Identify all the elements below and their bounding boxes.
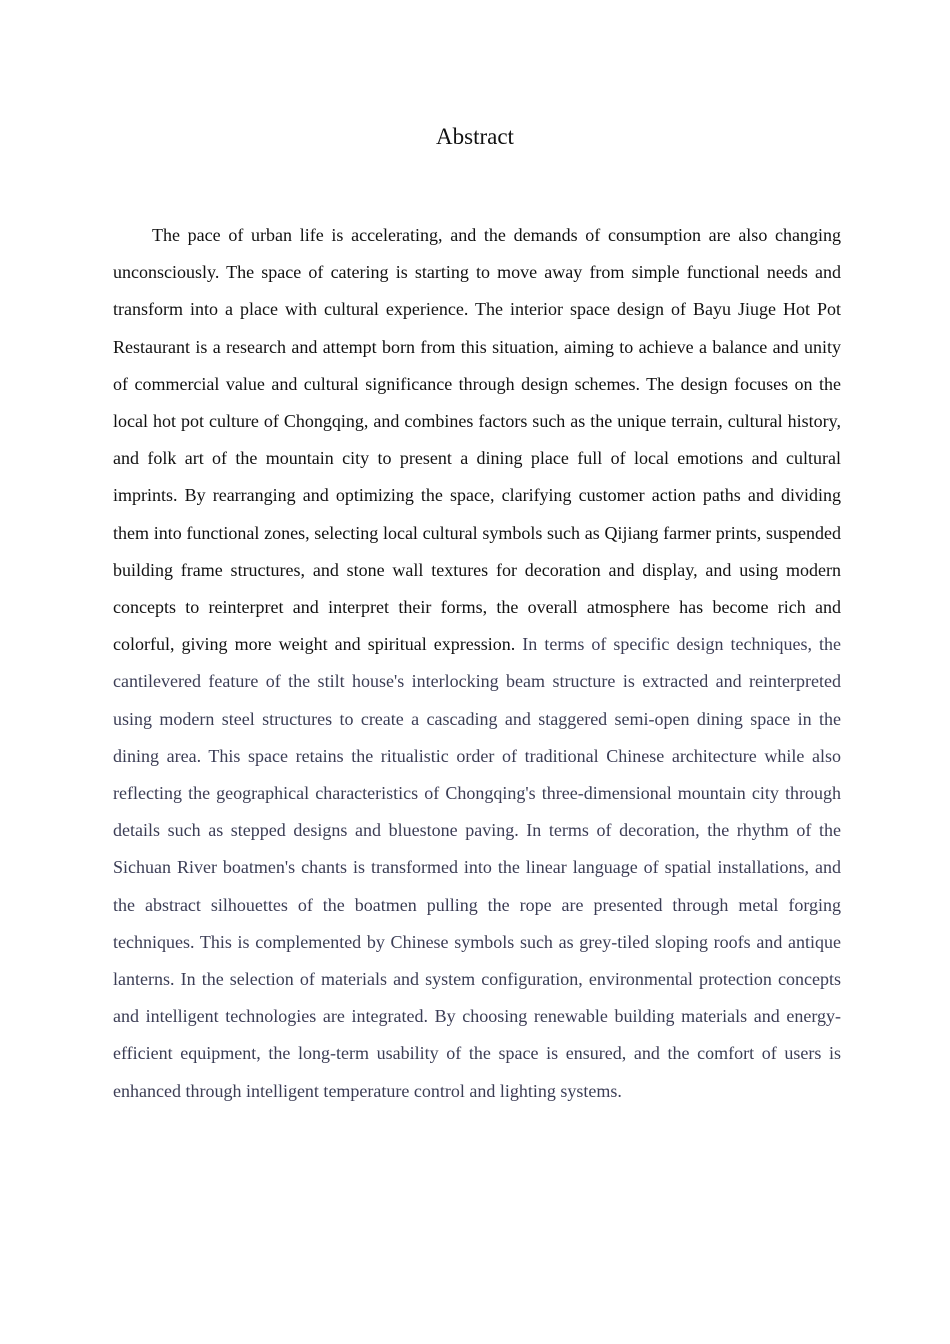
- page-title: Abstract: [436, 124, 514, 149]
- abstract-text-part-1: The pace of urban life is accelerating, and the demands of consumption are also changing unconsciously. The space of catering is starting to move away from simple functional needs and transform into a place with cultural experience. The interior space design of Bayu Jiuge Hot Pot Restaurant is a research and attempt born from this situation, aiming to achieve a balance and unity of commercial value and cultural significance through design schemes. The design focuses on the local hot pot culture of Chongqing, and combines factors such as the unique terrain, cultural history, and folk art of the mountain city to present a dining place full of local emotions and cultural imprints. By rearranging and optimizing the space, clarifying customer action paths and dividing them into functional zones, selecting local cultural symbols such as Qijiang farmer prints, suspended building frame structures, and stone wall textures for decoration and display, and using modern concepts to reinterpret and interpret their forms, the overall atmosphere has become rich and colorful, giving more weight and spiritual expression.: [113, 225, 841, 655]
- abstract-text-part-2: In terms of specific design techniques, the cantilevered feature of the stilt house's interlocking beam structure is extracted and reinterpreted using modern steel structures to create a cascading and staggered semi-open dining space in the dining area. This space retains the ritualistic order of traditional Chinese architecture while also reflecting the geographical characteristics of Chongqing's three-dimensional mountain city through details such as stepped designs and bluestone paving. In terms of decoration, the rhythm of the Sichuan River boatmen's chants is transformed into the linear language of spatial installations, and the abstract silhouettes of the boatmen pulling the rope are presented through metal forging techniques. This is complemented by Chinese symbols such as grey-tiled sloping roofs and antique lanterns. In the selection of materials and system configuration, environmental protection concepts and intelligent technologies are integrated. By choosing renewable building materials and energy-efficient equipment, the long-term usability of the space is ensured, and the comfort of users is enhanced through intelligent temperature control and lighting systems.: [113, 634, 842, 1101]
- abstract-paragraph: [113, 217, 841, 1110]
